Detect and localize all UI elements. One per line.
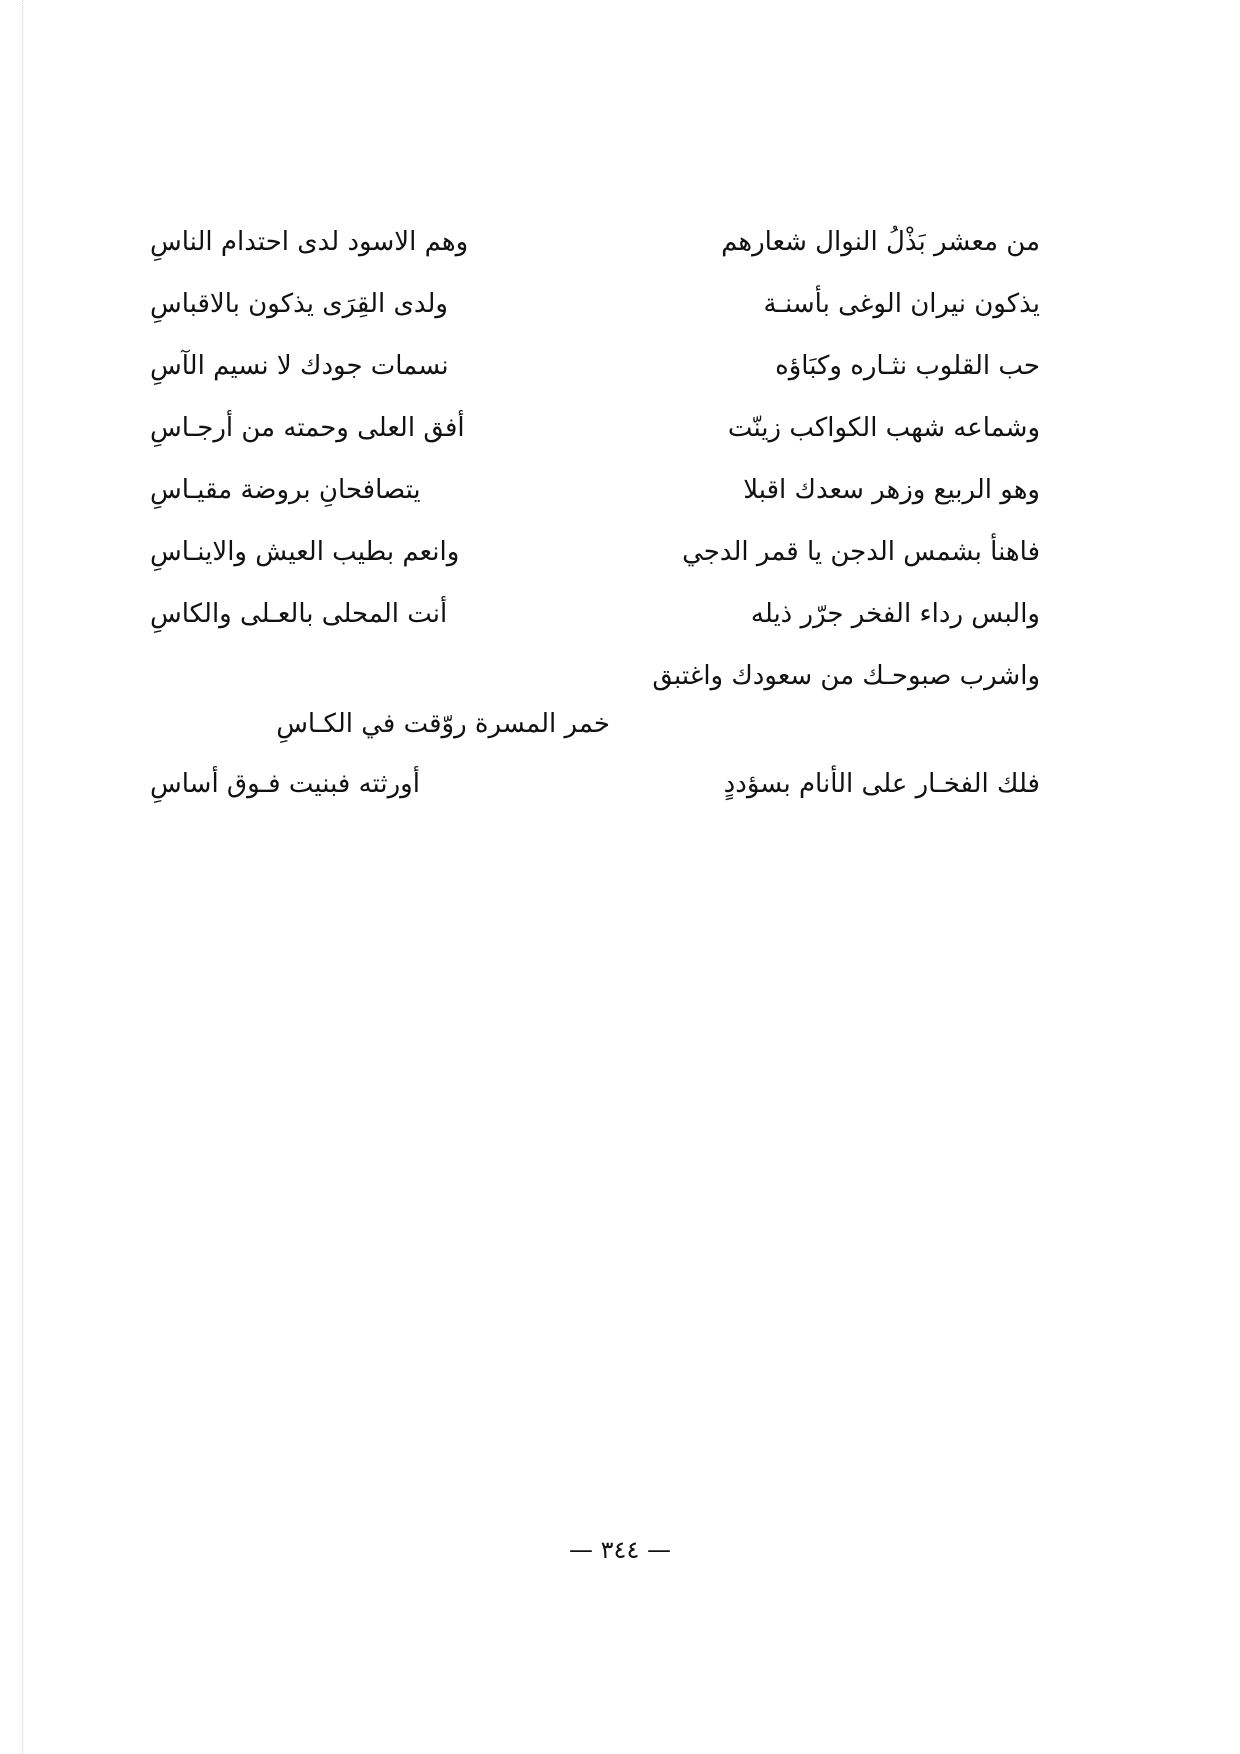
verse-first-hemistich: وهو الربيع وزهر سعدك اقبلا: [743, 475, 1040, 505]
poem-line: [150, 284, 1040, 346]
verse-first-hemistich: وشماعه شهب الكواكب زينّت: [727, 413, 1040, 443]
poem-line: [150, 764, 1040, 826]
verse-second-hemistich: وهم الاسود لدى احتدام الناسِ: [150, 227, 469, 257]
poem-line: [150, 346, 1040, 408]
verse-first-hemistich: والبس رداء الفخر جرّر ذيله: [750, 599, 1040, 629]
verse-second-hemistich: أفق العلى وحمته من أرجـاسِ: [150, 413, 465, 443]
verse-second-hemistich: أنت المحلى بالعـلى والكاسِ: [150, 599, 448, 629]
poem-line: [150, 594, 1040, 656]
poem-line: [150, 656, 1040, 704]
poem-line: [150, 408, 1040, 470]
verse-second-hemistich: يتصافحانِ بروضة مقيـاسِ: [150, 475, 421, 505]
verse-first-hemistich: حب القلوب نثـاره وكبَاؤه: [775, 351, 1040, 381]
poem-block: [150, 222, 1040, 826]
verse-second-hemistich: نسمات جودك لا نسيم الآسِ: [150, 351, 449, 381]
poem-line: [150, 532, 1040, 594]
verse-first-hemistich: فلك الفخـار على الأنام بسؤددٍ: [723, 769, 1040, 799]
page-number: — ٣٤٤ —: [569, 1536, 671, 1564]
verse-first-hemistich: فاهنأ بشمس الدجن يا قمر الدجي: [682, 537, 1040, 567]
verse-split-first: واشرب صبوحـك من سعودك واغتبق: [652, 661, 1040, 691]
scan-edge-line: [22, 0, 23, 1754]
verse-first-hemistich: يذكون نيران الوغى بأسنـة: [763, 289, 1040, 319]
verse-split-second: خمر المسرة روّقت في الكـاسِ: [276, 709, 610, 739]
verse-second-hemistich: ولدى القِرَى يذكون بالاقباسِ: [150, 289, 448, 319]
verse-second-hemistich: أورثته فبنيت فـوق أساسِ: [150, 769, 420, 799]
poem-line: [150, 470, 1040, 532]
verse-first-hemistich: من معشر بَذْلُ النوال شعارهم: [721, 227, 1040, 257]
poem-line: [150, 704, 1040, 764]
verse-second-hemistich: وانعم بطيب العيش والاينـاسِ: [150, 537, 460, 567]
poem-line: [150, 222, 1040, 284]
